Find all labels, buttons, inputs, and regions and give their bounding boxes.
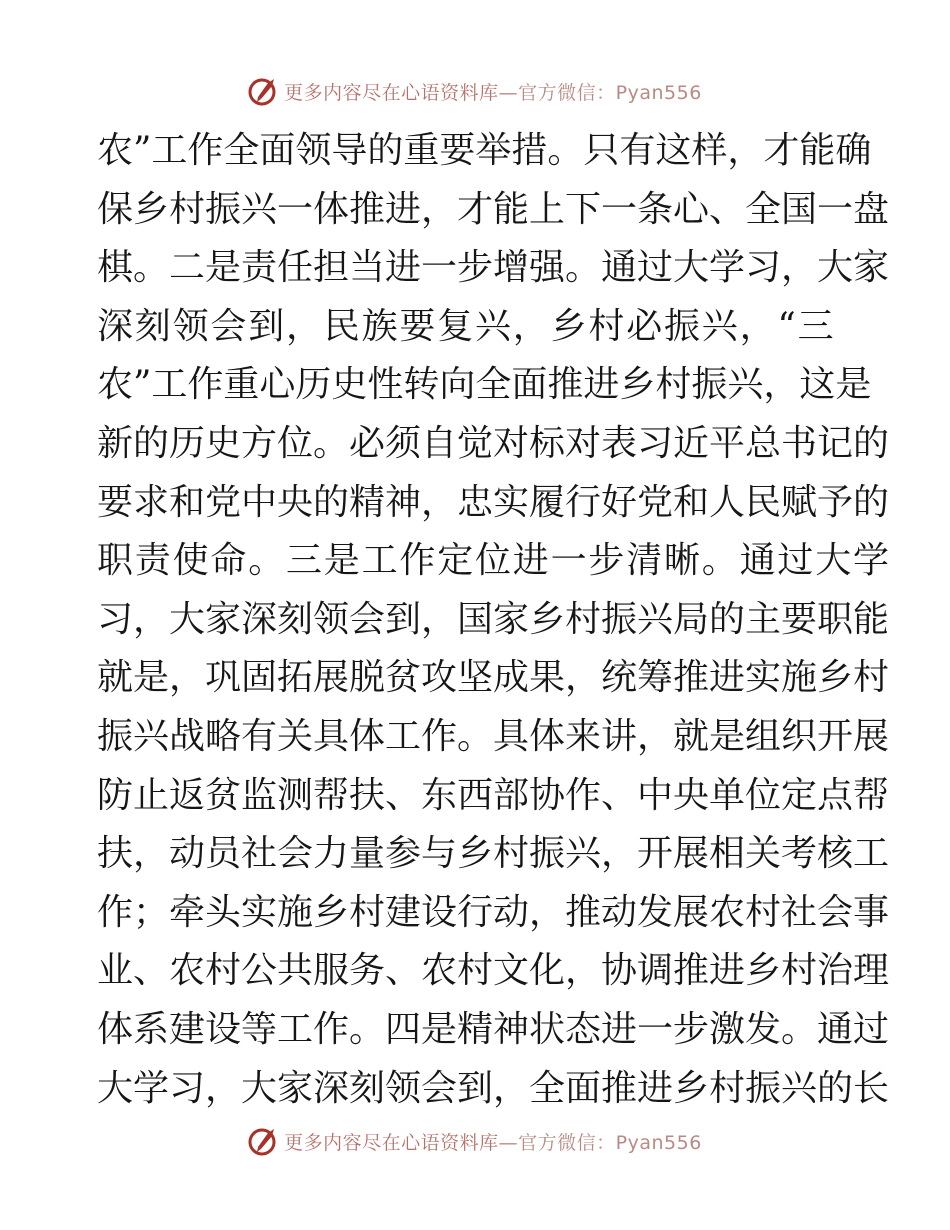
header-banner	[0, 74, 950, 108]
banner-separator: —	[498, 81, 519, 104]
text-line: 习，大家深刻领会到，国家乡村振兴局的主要职能	[97, 598, 890, 640]
banner-contact: 官方微信：Pyan556	[518, 1131, 702, 1154]
text-line: 新的历史方位。必须自觉对标对表习近平总书记的	[97, 422, 890, 464]
footer-banner	[0, 1124, 950, 1158]
text-line: 体系建设等工作。四是精神状态进一步激发。通过	[97, 1008, 890, 1050]
text-line: 作；牵头实施乡村建设行动，推动发展农村社会事	[97, 891, 890, 933]
banner-site-name: 更多内容尽在心语资料库	[284, 81, 499, 104]
text-line: 职责使命。三是工作定位进一步清晰。通过大学	[97, 540, 891, 582]
pen-nib-logo-icon	[248, 1125, 280, 1157]
text-line: 振兴战略有关具体工作。具体来讲，就是组织开展	[97, 715, 890, 757]
banner-separator: —	[498, 1131, 519, 1154]
document-body	[97, 122, 891, 1118]
banner-site-name: 更多内容尽在心语资料库	[284, 1131, 499, 1154]
text-line: 就是，巩固拓展脱贫攻坚成果，统筹推进实施乡村	[97, 657, 890, 699]
text-line: 农”工作重心历史性转向全面推进乡村振兴，这是	[97, 364, 872, 406]
header-banner-text	[284, 78, 702, 105]
text-line: 棋。二是责任担当进一步增强。通过大学习，大家	[97, 247, 890, 289]
text-line: 扶，动员社会力量参与乡村振兴，开展相关考核工	[97, 833, 890, 875]
text-line: 保乡村振兴一体推进，才能上下一条心、全国一盘	[97, 188, 890, 230]
text-line: 业、农村公共服务、农村文化，协调推进乡村治理	[97, 950, 890, 992]
pen-nib-logo-icon	[248, 75, 280, 107]
text-line: 防止返贫监测帮扶、东西部协作、中央单位定点帮	[97, 774, 890, 816]
text-line: 大学习，大家深刻领会到，全面推进乡村振兴的长	[97, 1067, 890, 1109]
text-line: 深刻领会到，民族要复兴，乡村必振兴，“三	[97, 305, 836, 347]
footer-banner-text	[284, 1128, 702, 1155]
banner-contact: 官方微信：Pyan556	[518, 81, 702, 104]
text-line: 农”工作全面领导的重要举措。只有这样，才能确	[97, 130, 872, 171]
text-line: 要求和党中央的精神，忠实履行好党和人民赋予的	[97, 481, 890, 523]
